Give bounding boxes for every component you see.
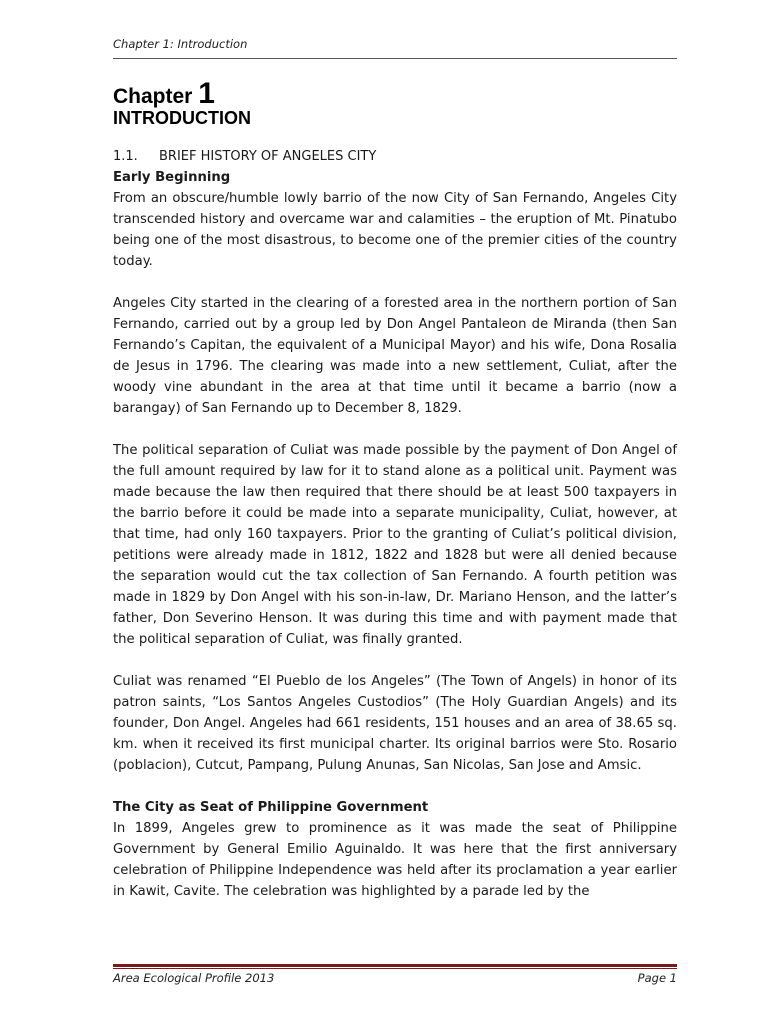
paragraph-4: Culiat was renamed “El Pueblo de los Angeles” (The Town of Angels) in honor of its patron saints, “Los Santos Angeles Custodios” (The Holy Guardian Angels) and its founder, Don Angel. Angeles had 661 residents, 151 houses and an area of 38.65 sq. km. when it received its first municipal charter. Its original barrios were Sto. Rosario (poblacion), Cutcut, Pampang, Pulung Anunas, San Nicolas, San Jose and Amsic. [113, 674, 677, 773]
subheading-early-beginning: Early Beginning [113, 170, 231, 185]
section-number: 1.1. [113, 149, 138, 164]
footer-rule-thin [113, 968, 677, 969]
footer-rule-thick [113, 964, 677, 967]
paragraph-3: The political separation of Culiat was made possible by the payment of Don Angel of the full amount required by law for it to stand alone as a political unit. Payment was made because the law then required that there should be at least 500 taxpayers in the barrio before it could be made into a separate municipality, Culiat, however, at that time, had only 160 taxpayers. Prior to the granting of Culiat’s political division, petitions were already made in 1812, 1822 and 1828 but were all denied because the separation would cut the tax collection of San Fernando. A fourth petition was made in 1829 by Don Angel with his son-in-law, Dr. Mariano Henson, and the latter’s father, Don Severino Henson. It was during this time and with payment made that the political separation of Culiat, was finally granted. [113, 443, 677, 647]
chapter-heading [113, 77, 215, 111]
chapter-title: INTRODUCTION [113, 108, 251, 128]
chapter-number: 1 [198, 77, 215, 110]
section-heading [113, 146, 677, 167]
header-rule [113, 58, 677, 59]
section-title: BRIEF HISTORY OF ANGELES CITY [159, 149, 377, 164]
footer-publication: Area Ecological Profile 2013 [113, 971, 275, 985]
paragraph-1: From an obscure/humble lowly barrio of the now City of San Fernando, Angeles City transcended history and overcame war and calamities – the eruption of Mt. Pinatubo being one of the most disastrous, to become one of the premier cities of the country today. [113, 191, 677, 269]
page-number: Page 1 [637, 971, 677, 985]
paragraph-5: In 1899, Angeles grew to prominence as it was made the seat of Philippine Government by General Emilio Aguinaldo. It was here that the first anniversary celebration of Philippine Independence was held after its proclamation a year earlier in Kawit, Cavite. The celebration was highlighted by a parade led by the [113, 821, 677, 899]
chapter-word: Chapter [113, 85, 199, 108]
document-page [113, 0, 677, 1024]
running-header: Chapter 1: Introduction [113, 37, 248, 51]
document-body [113, 146, 677, 902]
subheading-seat-of-government: The City as Seat of Philippine Government [113, 800, 429, 815]
paragraph-2: Angeles City started in the clearing of a forested area in the northern portion of San Fernando, carried out by a group led by Don Angel Pantaleon de Miranda (then San Fernando’s Capitan, the equivalent of a Municipal Mayor) and his wife, Dona Rosalia de Jesus in 1796. The clearing was made into a new settlement, Culiat, after the woody vine abundant in the area at that time until it became a barrio (now a barangay) of San Fernando up to December 8, 1829. [113, 296, 677, 416]
